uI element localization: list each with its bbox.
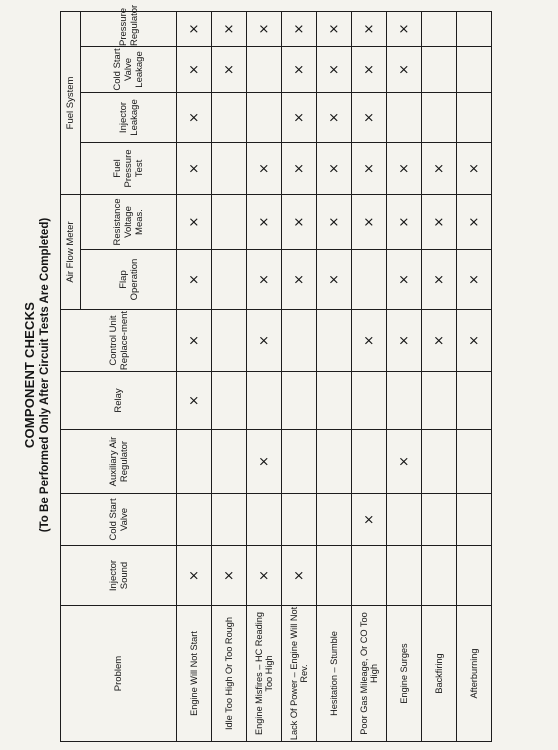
empty-cell	[387, 546, 422, 606]
table-row	[177, 11, 212, 741]
check-mark: ×	[317, 142, 352, 194]
empty-cell	[212, 494, 247, 546]
empty-cell	[352, 250, 387, 310]
empty-cell	[247, 494, 282, 546]
empty-cell	[457, 546, 492, 606]
empty-cell	[457, 11, 492, 46]
check-mark: ×	[282, 46, 317, 92]
empty-cell	[247, 372, 282, 430]
header-pressure-regulator: Pressure Regulator	[81, 11, 177, 46]
table-row	[282, 11, 317, 741]
empty-cell	[212, 142, 247, 194]
empty-cell	[422, 494, 457, 546]
empty-cell	[212, 92, 247, 142]
check-mark: ×	[457, 250, 492, 310]
problem-cell: Hesitation – Stumble	[317, 606, 352, 742]
table-row	[422, 11, 457, 741]
empty-cell	[317, 494, 352, 546]
check-mark: ×	[247, 250, 282, 310]
check-mark: ×	[212, 11, 247, 46]
problem-cell: Afterburning	[457, 606, 492, 742]
check-mark: ×	[247, 430, 282, 494]
empty-cell	[422, 430, 457, 494]
empty-cell	[212, 194, 247, 249]
table-body	[177, 11, 492, 741]
check-mark: ×	[282, 194, 317, 249]
check-mark: ×	[282, 92, 317, 142]
empty-cell	[352, 546, 387, 606]
header-relay: Relay	[61, 372, 177, 430]
check-mark: ×	[282, 11, 317, 46]
check-mark: ×	[422, 310, 457, 372]
empty-cell	[177, 494, 212, 546]
table-subtitle: (To Be Performed Only After Circuit Tests Are Completed)	[39, 217, 51, 533]
empty-cell	[247, 46, 282, 92]
header-injector-sound: Injector Sound	[61, 546, 177, 606]
check-mark: ×	[352, 194, 387, 249]
check-mark: ×	[317, 250, 352, 310]
table-row	[247, 11, 282, 741]
empty-cell	[282, 310, 317, 372]
check-mark: ×	[177, 11, 212, 46]
header-auxiliary-air-regulator: Auxiliary Air Regulator	[61, 430, 177, 494]
empty-cell	[282, 494, 317, 546]
empty-cell	[317, 372, 352, 430]
check-mark: ×	[177, 310, 212, 372]
empty-cell	[387, 494, 422, 546]
empty-cell	[212, 310, 247, 372]
problem-cell: Poor Gas Mileage, Or CO Too High	[352, 606, 387, 742]
group-header-fuel-system: Fuel System	[61, 11, 81, 194]
empty-cell	[247, 92, 282, 142]
group-header-air-flow-meter: Air Flow Meter	[61, 194, 81, 309]
empty-cell	[422, 46, 457, 92]
table-row	[317, 11, 352, 741]
check-mark: ×	[177, 250, 212, 310]
check-mark: ×	[247, 310, 282, 372]
table-title: COMPONENT CHECKS	[22, 301, 37, 449]
empty-cell	[212, 430, 247, 494]
header-cold-start-valve-leakage: Cold Start Valve Leakage	[81, 46, 177, 92]
check-mark: ×	[212, 46, 247, 92]
check-mark: ×	[387, 11, 422, 46]
table-row	[387, 11, 422, 741]
check-mark: ×	[387, 142, 422, 194]
problem-cell: Idle Too High Or Too Rough	[212, 606, 247, 742]
check-mark: ×	[352, 11, 387, 46]
component-checks-table	[60, 4, 492, 742]
check-mark: ×	[282, 142, 317, 194]
check-mark: ×	[457, 194, 492, 249]
empty-cell	[457, 430, 492, 494]
empty-cell	[422, 372, 457, 430]
check-mark: ×	[247, 142, 282, 194]
empty-cell	[352, 372, 387, 430]
empty-cell	[387, 372, 422, 430]
problem-cell: Backfiring	[422, 606, 457, 742]
empty-cell	[352, 430, 387, 494]
empty-cell	[422, 92, 457, 142]
empty-cell	[422, 11, 457, 46]
check-mark: ×	[387, 194, 422, 249]
header-problem: Problem	[61, 606, 177, 742]
problem-cell: Engine Will Not Start	[177, 606, 212, 742]
check-mark: ×	[247, 194, 282, 249]
empty-cell	[457, 46, 492, 92]
check-mark: ×	[177, 546, 212, 606]
check-mark: ×	[317, 92, 352, 142]
check-mark: ×	[352, 494, 387, 546]
problem-cell: Lack Of Power – Engine Will Not Rev.	[282, 606, 317, 742]
check-mark: ×	[247, 11, 282, 46]
check-mark: ×	[177, 372, 212, 430]
check-mark: ×	[177, 46, 212, 92]
check-mark: ×	[352, 142, 387, 194]
check-mark: ×	[177, 194, 212, 249]
empty-cell	[457, 92, 492, 142]
check-mark: ×	[422, 250, 457, 310]
check-mark: ×	[317, 46, 352, 92]
check-mark: ×	[317, 11, 352, 46]
header-cold-start-valve: Cold Start Valve	[61, 494, 177, 546]
check-mark: ×	[282, 250, 317, 310]
header-flap-operation: Flap Operation	[81, 250, 177, 310]
empty-cell	[387, 92, 422, 142]
check-mark: ×	[457, 310, 492, 372]
check-mark: ×	[387, 46, 422, 92]
header-resistance-voltage: Resistance Voltage Meas.	[81, 194, 177, 249]
problem-cell: Engine Surges	[387, 606, 422, 742]
check-mark: ×	[422, 142, 457, 194]
check-mark: ×	[457, 142, 492, 194]
check-mark: ×	[352, 310, 387, 372]
empty-cell	[177, 430, 212, 494]
check-mark: ×	[422, 194, 457, 249]
check-mark: ×	[352, 46, 387, 92]
table-row	[457, 11, 492, 741]
check-mark: ×	[387, 430, 422, 494]
header-fuel-pressure-test: Fuel Pressure Test	[81, 142, 177, 194]
check-mark: ×	[247, 546, 282, 606]
empty-cell	[422, 546, 457, 606]
check-mark: ×	[352, 92, 387, 142]
table-row	[352, 11, 387, 741]
empty-cell	[317, 546, 352, 606]
check-mark: ×	[177, 142, 212, 194]
empty-cell	[282, 430, 317, 494]
empty-cell	[212, 250, 247, 310]
empty-cell	[317, 310, 352, 372]
check-mark: ×	[177, 92, 212, 142]
check-mark: ×	[212, 546, 247, 606]
empty-cell	[457, 494, 492, 546]
empty-cell	[282, 372, 317, 430]
problem-cell: Engine Misfires – HC Reading Too High	[247, 606, 282, 742]
empty-cell	[212, 372, 247, 430]
check-mark: ×	[387, 310, 422, 372]
check-mark: ×	[387, 250, 422, 310]
check-mark: ×	[317, 194, 352, 249]
empty-cell	[457, 372, 492, 430]
empty-cell	[317, 430, 352, 494]
header-control-unit: Control Unit Replace-ment	[61, 310, 177, 372]
header-injector-leakage: Injector Leakage	[81, 92, 177, 142]
table-row	[212, 11, 247, 741]
check-mark: ×	[282, 546, 317, 606]
